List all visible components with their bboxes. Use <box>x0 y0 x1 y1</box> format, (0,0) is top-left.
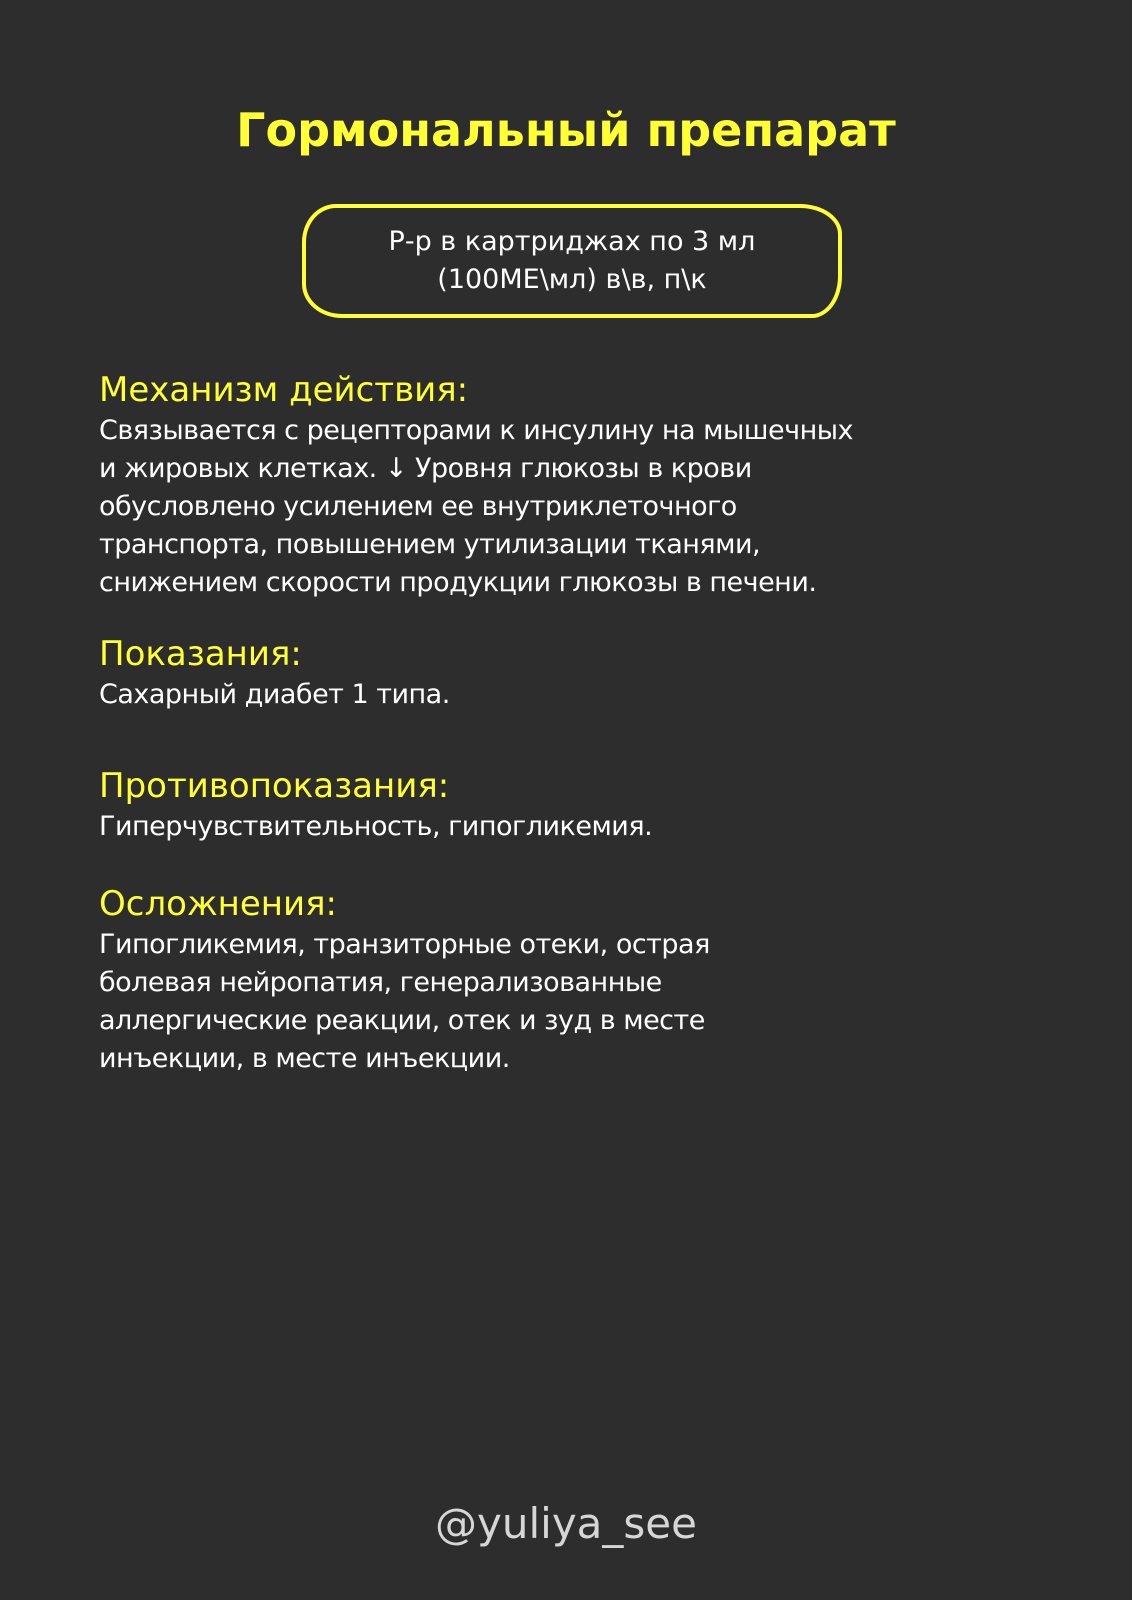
author-handle: @yuliya_see <box>435 1499 697 1548</box>
section-contraindications <box>99 764 1059 846</box>
section-text-line: Гипогликемия, транзиторные отеки, острая <box>99 929 710 960</box>
section-text-line: снижением скорости продукции глюкозы в печени. <box>99 567 817 598</box>
dosage-form-line: Р-р в картриджах по 3 мл <box>388 226 756 257</box>
dosage-form-box <box>302 204 842 318</box>
section-text-line: транспорта, повышением утилизации тканями, <box>99 529 761 560</box>
section-text-line: инъекции, в месте инъекции. <box>99 1043 510 1074</box>
section-text-line: аллергические реакции, отек и зуд в месте <box>99 1005 705 1036</box>
section-heading: Осложнения: <box>99 884 337 924</box>
page-title: Гормональный препарат <box>236 103 896 157</box>
section-text-line: Связывается с рецепторами к инсулину на мышечных <box>99 415 854 446</box>
section-mechanism <box>99 368 1059 602</box>
section-heading: Противопоказания: <box>99 766 450 806</box>
section-text-line: Сахарный диабет 1 типа. <box>99 679 450 710</box>
section-heading: Механизм действия: <box>99 370 469 410</box>
section-indications <box>99 632 1059 714</box>
section-text-line: Гиперчувствительность, гипогликемия. <box>99 811 653 842</box>
section-complications <box>99 882 1059 1078</box>
section-heading: Показания: <box>99 634 302 674</box>
section-text-line: обусловлено усилением ее внутриклеточного <box>99 491 737 522</box>
content-sections <box>99 368 1059 1078</box>
section-text-line: болевая нейропатия, генерализованные <box>99 967 662 998</box>
section-text-line: и жировых клетках. ↓ Уровня глюкозы в крови <box>99 453 752 484</box>
dosage-form-line: (100МЕ\мл) в\в, п\к <box>437 264 707 295</box>
